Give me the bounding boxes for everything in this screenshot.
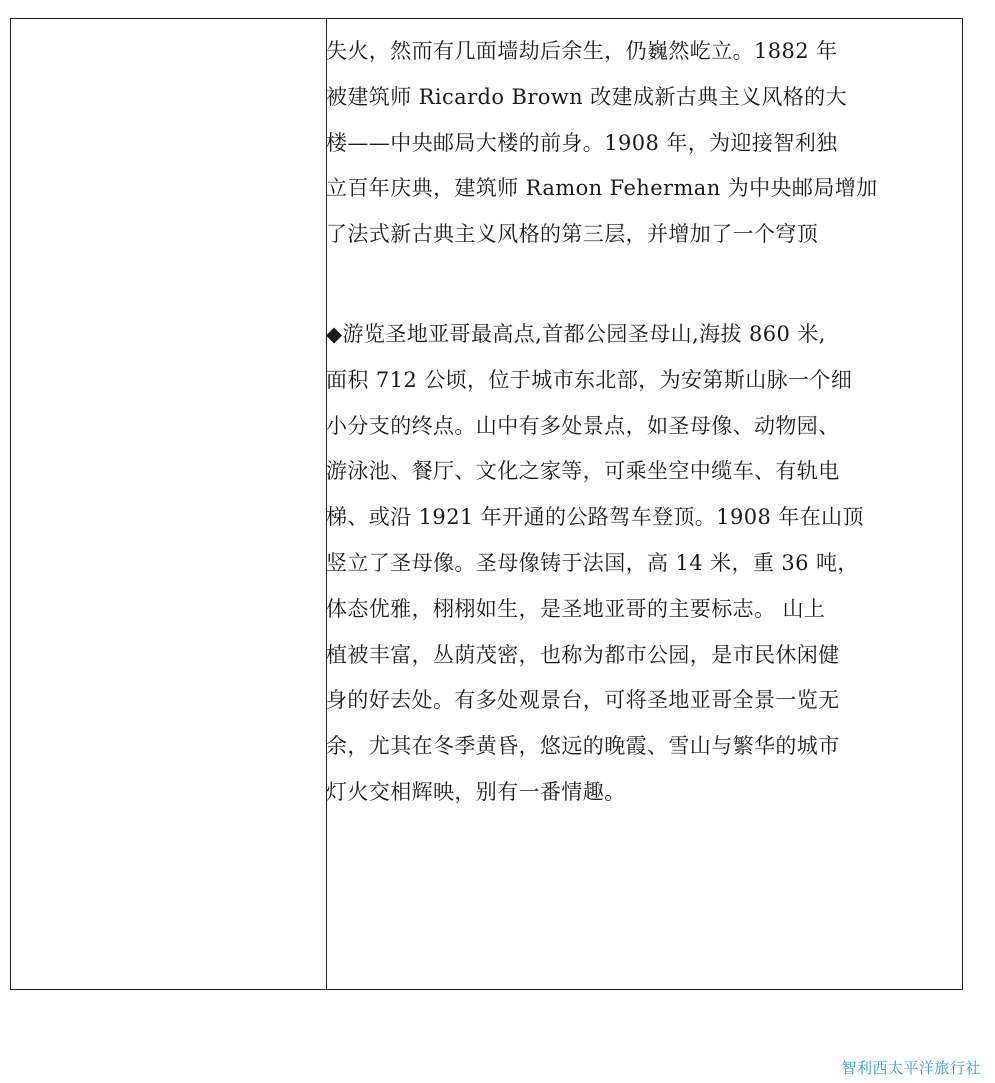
text-line: 体态优雅，栩栩如生，是圣地亚哥的主要标志。 山上: [326, 596, 826, 621]
text-line: 面积 712 公顷，位于城市东北部，为安第斯山脉一个细: [326, 367, 853, 392]
text-line: 被建筑师 Ricardo Brown 改建成新古典主义风格的大: [326, 84, 847, 109]
text-line: 小分支的终点。山中有多处景点，如圣母像、动物园、: [326, 413, 840, 438]
text-line: 身的好去处。有多处观景台，可将圣地亚哥全景一览无: [326, 688, 840, 713]
text-line: ◆游览圣地亚哥最高点,首都公园圣母山,海拔 860 米,: [326, 322, 826, 346]
text-line: 失火，然而有几面墙劫后余生，仍巍然屹立。1882 年: [326, 39, 838, 63]
text-line: 竖立了圣母像。圣母像铸于法国，高 14 米，重 36 吨，: [326, 550, 859, 575]
text-line: 立百年庆典，建筑师 Ramon Feherman 为中央邮局增加: [326, 176, 878, 201]
text-line: 游泳池、餐厅、文化之家等，可乘坐空中缆车、有轨电: [326, 459, 840, 484]
text-line: 余，尤其在冬季黄昏，悠远的晚霞、雪山与繁华的城市: [326, 734, 840, 759]
footer-brand-name: 智利西太平洋旅行社: [841, 1059, 981, 1077]
text-line: 了法式新古典主义风格的第三层，并增加了一个穹顶: [326, 222, 819, 247]
text-line: 植被丰富，丛荫茂密，也称为都市公园，是市民休闲健: [326, 642, 840, 667]
text-line: 楼——中央邮局大楼的前身。1908 年，为迎接智利独: [326, 130, 838, 155]
paragraph-post-office-history: [326, 29, 951, 304]
description-cell: [326, 29, 951, 816]
text-line: 梯、或沿 1921 年开通的公路驾车登顶。1908 年在山顶: [326, 505, 864, 530]
paragraph-san-cristobal-hill: [326, 312, 951, 816]
text-line: 灯火交相辉映，别有一番情趣。: [326, 779, 626, 804]
